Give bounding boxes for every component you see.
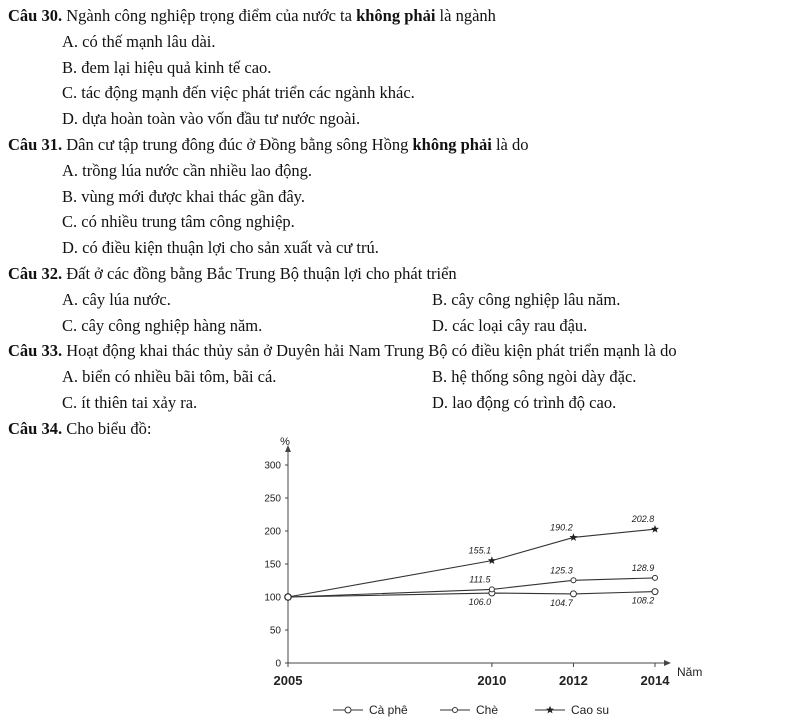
series-line xyxy=(288,529,655,597)
series-point xyxy=(489,587,494,592)
legend-marker xyxy=(345,707,351,713)
answer-option: D. các loại cây rau đậu. xyxy=(432,315,588,335)
x-tick-label: 2012 xyxy=(558,673,588,688)
data-label: 202.8 xyxy=(631,514,655,525)
question-number: Câu 34. xyxy=(8,418,63,438)
answer-option: B. vùng mới được khai thác gần đây. xyxy=(62,186,305,206)
stem-text: Ngành công nghiệp trọng điểm của nước ta xyxy=(62,6,357,25)
y-tick-label: 0 xyxy=(275,658,281,670)
series-point xyxy=(571,578,576,583)
x-axis-arrow xyxy=(664,660,671,666)
series-point xyxy=(653,575,658,580)
legend-label: Chè xyxy=(476,703,499,717)
answer-option: D. dựa hoàn toàn vào vốn đầu tư nước ngoài. xyxy=(62,109,361,129)
data-label: 155.1 xyxy=(468,545,492,556)
x-tick-label: 2014 xyxy=(640,673,670,688)
answer-option: C. tác động mạnh đến việc phát triển các ngành khác. xyxy=(62,83,415,103)
series-point xyxy=(570,591,576,597)
series-point xyxy=(488,556,496,564)
emphasis-text: không phải xyxy=(412,135,492,154)
x-tick-label: 2005 xyxy=(273,673,303,688)
stem-text: Cho biểu đồ: xyxy=(62,418,152,438)
data-label: 106.0 xyxy=(468,597,492,608)
y-axis-label: % xyxy=(280,436,290,448)
answer-option: D. lao động có trình độ cao. xyxy=(432,393,617,412)
legend-label: Cao su xyxy=(571,703,610,717)
question-number: Câu 30. xyxy=(8,6,63,25)
answer-option: A. có thế mạnh lâu dài. xyxy=(62,31,216,51)
question-number: Câu 32. xyxy=(8,264,63,283)
question-number: Câu 31. xyxy=(8,135,63,154)
y-tick-label: 150 xyxy=(264,559,281,571)
answer-option: B. đem lại hiệu quả kinh tế cao. xyxy=(62,57,272,77)
y-tick-label: 200 xyxy=(264,526,281,538)
data-label: 108.2 xyxy=(631,595,655,606)
y-tick-label: 100 xyxy=(264,592,281,604)
stem-text: là do xyxy=(491,135,529,154)
legend-marker xyxy=(546,706,554,714)
answer-option: D. có điều kiện thuận lợi cho sản xuất và cư trú. xyxy=(62,238,379,258)
stem-text: Đất ở các đồng bằng Bắc Trung Bộ thuận lợi cho phát triển xyxy=(62,264,457,283)
legend-marker xyxy=(453,708,458,713)
start-point xyxy=(285,594,291,600)
answer-option: A. trồng lúa nước cần nhiều lao động. xyxy=(62,160,312,180)
data-label: 104.7 xyxy=(550,597,573,608)
y-tick-label: 50 xyxy=(269,625,281,637)
series-point xyxy=(652,589,658,595)
data-label: 190.2 xyxy=(550,522,573,533)
data-label: 125.3 xyxy=(550,565,573,576)
x-tick-label: 2010 xyxy=(477,673,507,688)
stem-text: Dân cư tập trung đông đúc ở Đồng bằng sông Hồng xyxy=(62,135,413,154)
answer-option: A. cây lúa nước. xyxy=(62,289,171,309)
answer-option: C. ít thiên tai xảy ra. xyxy=(62,393,198,412)
answer-option: B. hệ thống sông ngòi dày đặc. xyxy=(432,367,637,387)
answer-option: B. cây công nghiệp lâu năm. xyxy=(432,289,621,309)
answer-option: C. có nhiều trung tâm công nghiệp. xyxy=(62,212,295,232)
answer-option: A. biển có nhiều bãi tôm, bãi cá. xyxy=(62,367,277,387)
stem-text: là ngành xyxy=(435,6,496,25)
stem-text: Hoạt động khai thác thủy sản ở Duyên hải Nam Trung Bộ có điều kiện phát triển mạnh là do xyxy=(62,341,677,361)
data-label: 111.5 xyxy=(469,574,491,585)
x-axis-label: Năm xyxy=(677,665,703,679)
emphasis-text: không phải xyxy=(356,6,436,25)
answer-option: C. cây công nghiệp hàng năm. xyxy=(62,315,263,335)
question-number: Câu 33. xyxy=(8,341,63,361)
data-label: 128.9 xyxy=(631,562,655,573)
y-tick-label: 300 xyxy=(264,460,281,472)
legend-label: Cà phê xyxy=(369,703,408,717)
series-point xyxy=(651,525,659,533)
series-point xyxy=(569,533,577,541)
y-tick-label: 250 xyxy=(264,493,281,505)
